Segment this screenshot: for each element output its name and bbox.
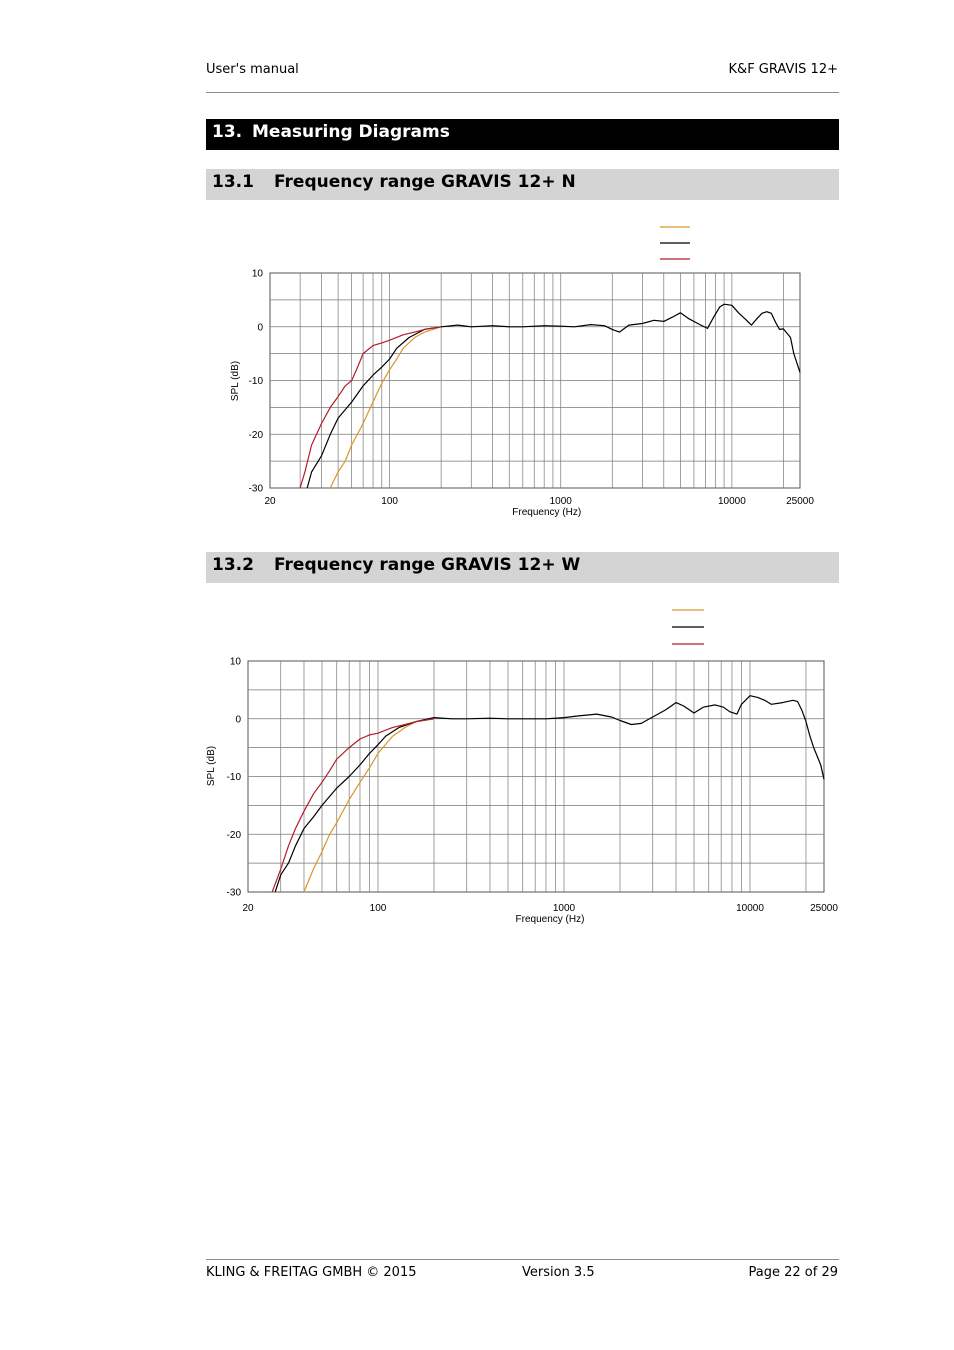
header-divider [206, 92, 839, 93]
subsection-title: Frequency range GRAVIS 12+ W [274, 555, 581, 575]
x-tick-label: 1000 [552, 903, 576, 914]
x-tick-label: 25000 [810, 903, 838, 914]
y-axis-title: SPL (dB) [230, 360, 241, 402]
x-tick-label: 1000 [549, 496, 572, 507]
x-axis-title: Frequency (Hz) [512, 507, 582, 518]
section-number: 13. [212, 122, 243, 142]
x-tick-label: 10000 [736, 903, 764, 914]
y-tick-label: 0 [257, 322, 263, 334]
x-tick-label: 25000 [786, 496, 814, 507]
x-tick-label: 20 [264, 496, 276, 507]
y-tick-label: -30 [226, 887, 241, 899]
x-tick-label: 10000 [717, 496, 746, 507]
y-tick-label: 10 [251, 268, 263, 280]
section-heading [206, 119, 839, 150]
x-tick-label: 100 [381, 496, 398, 507]
y-tick-label: 0 [235, 714, 241, 726]
subsection-number: 13.2 [212, 555, 254, 575]
x-tick-label: 20 [242, 903, 254, 914]
frequency-chart-w [0, 590, 954, 935]
section-title: Measuring Diagrams [252, 122, 450, 142]
footer-copyright: KLING & FREITAG GMBH © 2015 [206, 1265, 417, 1280]
y-tick-label: -10 [226, 772, 241, 783]
y-tick-label: -20 [248, 429, 263, 441]
frequency-chart-n [0, 200, 954, 530]
header-right-text: K&F GRAVIS 12+ [728, 62, 838, 77]
subsection-number: 13.1 [212, 172, 254, 192]
subsection-title: Frequency range GRAVIS 12+ N [274, 172, 576, 192]
subsection-heading-n [206, 169, 839, 200]
x-axis-title: Frequency (Hz) [515, 914, 585, 925]
y-axis-title: SPL (dB) [206, 745, 217, 787]
y-tick-label: -20 [226, 829, 241, 841]
subsection-heading-w [206, 552, 839, 583]
y-tick-label: -30 [248, 483, 263, 495]
footer-version: Version 3.5 [522, 1265, 595, 1280]
footer-divider [206, 1259, 839, 1260]
header-left-text: User's manual [206, 62, 299, 77]
footer-page-number: Page 22 of 29 [748, 1265, 838, 1280]
x-tick-label: 100 [369, 903, 387, 914]
y-tick-label: 10 [229, 656, 241, 668]
y-tick-label: -10 [248, 376, 263, 387]
